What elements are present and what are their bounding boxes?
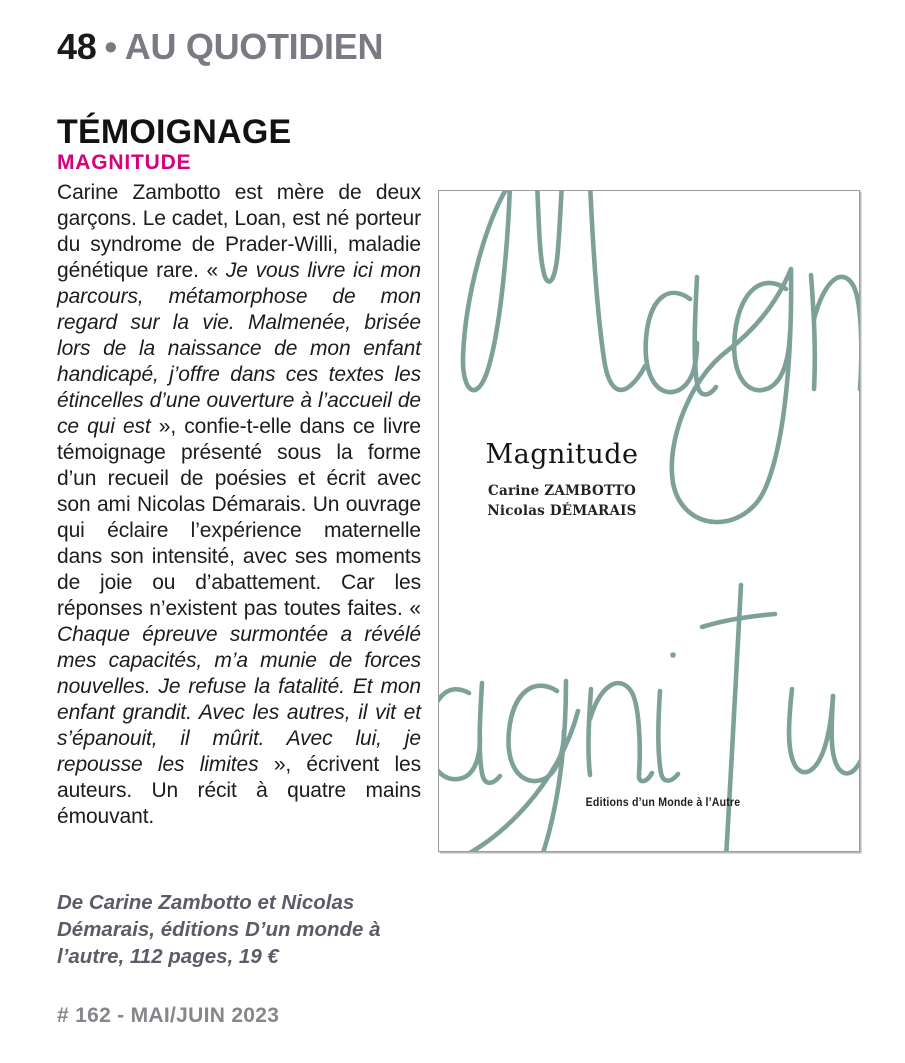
script2-u-second-cup (832, 696, 859, 773)
text-line: De Carine Zambotto et Nicolas (57, 891, 355, 914)
article-credit (57, 889, 417, 970)
script-word-bottom-agnitu (439, 585, 859, 851)
script-n-stem (811, 275, 815, 389)
cover-title: Magnitude (485, 439, 639, 470)
script2-a-bowl (439, 689, 480, 779)
body-segment: », confie-t-elle dans ce livre témoignage présenté sous la forme d’un recueil de poésies et écrit avec son ami Nicolas Démarais. Un ouvrage qui éclaire l’expérience maternelle dans son intensité, avec ses moments de joie ou d’abattement. Car les réponses n’existent pas toutes faites. « (57, 415, 421, 620)
text-line: l’autre, 112 pages, 19 € (57, 945, 279, 968)
script-a-bowl (646, 293, 697, 392)
body-segment: », écrivent les auteurs. Un récit à quatre mains émouvant. (57, 753, 421, 828)
cover-title-block (462, 439, 662, 521)
article-title: MAGNITUDE (57, 151, 192, 174)
section-title: AU QUOTIDIEN (124, 26, 384, 67)
cover-script-artwork (439, 191, 859, 851)
bullet-separator: • (104, 26, 117, 67)
script-M-right-stroke (590, 191, 645, 390)
body-segment: Je vous livre ici mon parcours, métamorphose de mon regard sur la vie. Malmenée, brisée lors de la naissance de mon enfant handicapé, j’offre dans ces textes les étincelles d’une ouverture à l’accueil de ce qui est (57, 259, 421, 438)
page-header (57, 26, 383, 68)
script2-n-hump (590, 683, 652, 781)
script-M-loop (463, 191, 510, 390)
script2-t-stem (726, 585, 741, 851)
body-segment: Chaque épreuve surmontée a révélé mes capacités, m’a munie de forces nouvelles. Je refuse la fatalité. Et mon enfant grandit. Avec les autres, il vit et s’épanouit, il mûrit. Avec lui, je repousse les limites (57, 623, 421, 776)
page-number: 48 (57, 26, 97, 67)
text-line: Carine ZAMBOTTO (488, 483, 636, 499)
text-line: Nicolas DÉMARAIS (487, 503, 637, 519)
script2-n-stem (588, 689, 591, 775)
cover-authors (462, 481, 662, 521)
script2-a-stem (480, 683, 500, 783)
text-line: Démarais, éditions D’un monde à (57, 918, 381, 941)
script2-i-stem (658, 691, 678, 781)
book-cover (438, 190, 860, 852)
body-segment: Carine Zambotto est mère de deux garçons. Le cadet, Loan, est né porteur du syndrome de Prader-Willi, maladie génétique rare. « (57, 181, 421, 282)
script-g-descender-loop (672, 269, 791, 522)
article-body (57, 180, 421, 830)
issue-footer: # 162 - MAI/JUIN 2023 (57, 1004, 280, 1027)
script-a-stem (695, 277, 716, 394)
script2-i-dot (670, 652, 676, 658)
script-n-hump (814, 277, 859, 389)
script-M-valley (537, 191, 562, 282)
script2-u-first-cup (789, 689, 833, 772)
article-kicker: TÉMOIGNAGE (57, 113, 292, 151)
cover-publisher: Editions d’un Monde à l’Autre (585, 797, 741, 809)
